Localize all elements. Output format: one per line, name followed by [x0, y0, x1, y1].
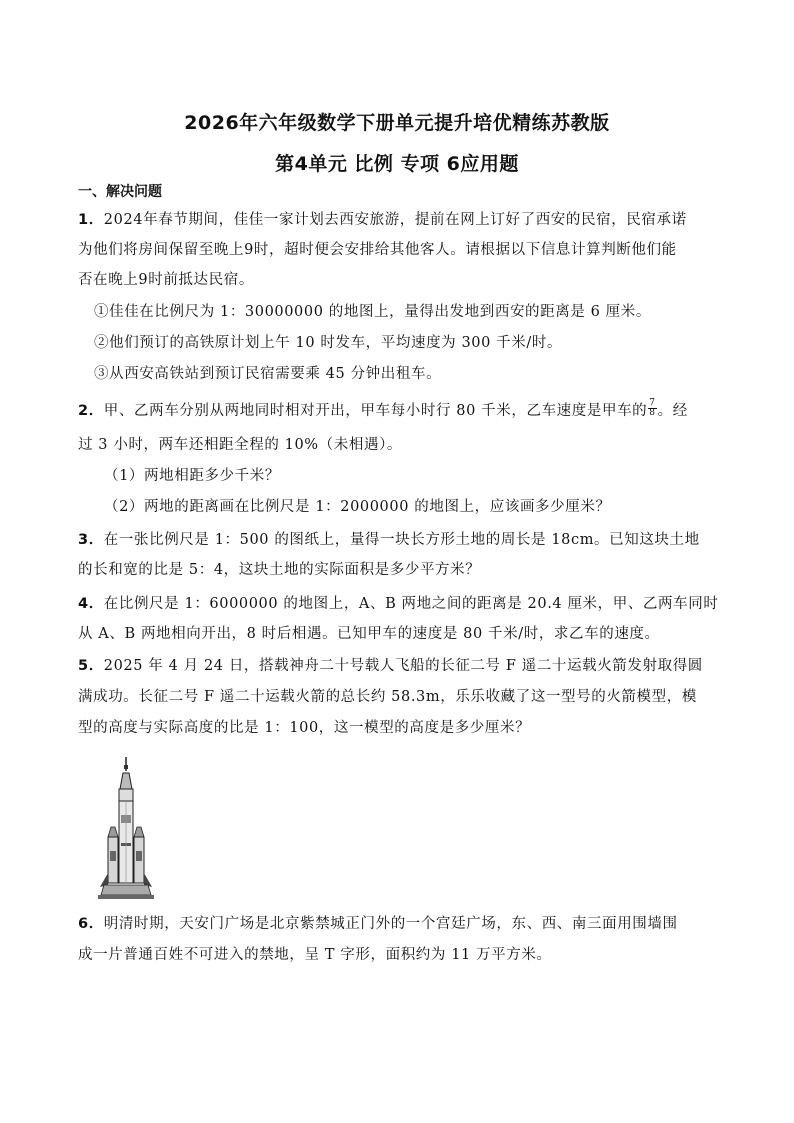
question-5-line-3: 型的高度与实际高度的比是 1：100，这一模型的高度是多少厘米？ — [78, 720, 531, 736]
rocket-model-image — [96, 755, 156, 900]
question-2-sub-1: （1）两地相距多少千米？ — [104, 468, 280, 484]
question-2-number: 2． — [78, 403, 104, 419]
question-1-info-1: ①佳佳在比例尺为 1：30000000 的地图上，量得出发地到西安的距离是 6 厘米。 — [94, 304, 651, 320]
section-heading: 一、解决问题 — [78, 184, 162, 200]
question-2-line-1: 2．甲、乙两车分别从两地同时相对开出，甲车每小时行 80 千米，乙车速度是甲车的 $\frac{7}{8}$ 。经 — [78, 397, 688, 419]
question-3-line-2: 的长和宽的比是 5：4，这块土地的实际面积是多少平方米？ — [78, 562, 481, 578]
question-1-line-1: 1．2024年春节期间，佳佳一家计划去西安旅游，提前在网上订好了西安的民宿，民宿承诺 — [78, 212, 687, 228]
question-1-line-2: 为他们将房间保留至晚上9时，超时便会安排给其他客人。请根据以下信息计算判断他们能 — [78, 242, 677, 258]
document-title: 2026年六年级数学下册单元提升培优精练苏教版 — [184, 112, 610, 134]
question-6-number: 6． — [78, 916, 104, 932]
question-3-number: 3． — [78, 532, 104, 548]
question-2-line-2: 过 3 小时，两车还相距全程的 10%（未相遇）。 — [78, 437, 403, 453]
question-4-line-2: 从 A、B 两地相向开出，8 时后相遇。已知甲车的速度是 80 千米/时，求乙车的速度。 — [78, 626, 660, 642]
question-6-line-1: 6．明清时期，天安门广场是北京紫禁城正门外的一个宫廷广场，东、西、南三面用围墙围 — [78, 916, 678, 932]
question-5-line-2: 满成功。长征二号 F 遥二十运载火箭的总长约 58.3m，乐乐收藏了这一型号的火箭模型，模 — [78, 689, 697, 705]
question-1-info-2: ②他们预订的高铁原计划上午 10 时发车，平均速度为 300 千米/时。 — [94, 335, 563, 351]
document-subtitle: 第4单元 比例 专项 6应用题 — [275, 153, 519, 175]
question-2-sub-2: （2）两地的距离画在比例尺是 1：2000000 的地图上，应该画多少厘米？ — [104, 499, 611, 515]
question-6-line-2: 成一片普通百姓不可进入的禁地，呈 T 字形，面积约为 11 万平方米。 — [78, 947, 552, 963]
question-5-line-1: 5．2025 年 4 月 24 日，搭载神舟二十号载人飞船的长征二号 F 遥二十运载火箭发射取得圆 — [78, 658, 703, 674]
question-4-line-1: 4．在比例尺是 1：6000000 的地图上，A、B 两地之间的距离是 20.4 厘米，甲、乙两车同时 — [78, 596, 719, 612]
question-1-line-3: 否在晚上9时前抵达民宿。 — [78, 272, 254, 288]
fraction-seven-eighths: $\frac{7}{8}$ — [649, 397, 656, 418]
question-5-number: 5． — [78, 658, 104, 674]
question-3-line-1: 3．在一张比例尺是 1：500 的图纸上，量得一块长方形土地的周长是 18cm。已知这块土地 — [78, 532, 700, 548]
question-4-number: 4． — [78, 596, 104, 612]
question-1-info-3: ③从西安高铁站到预订民宿需要乘 45 分钟出租车。 — [94, 366, 442, 382]
question-1-number: 1． — [78, 212, 104, 228]
